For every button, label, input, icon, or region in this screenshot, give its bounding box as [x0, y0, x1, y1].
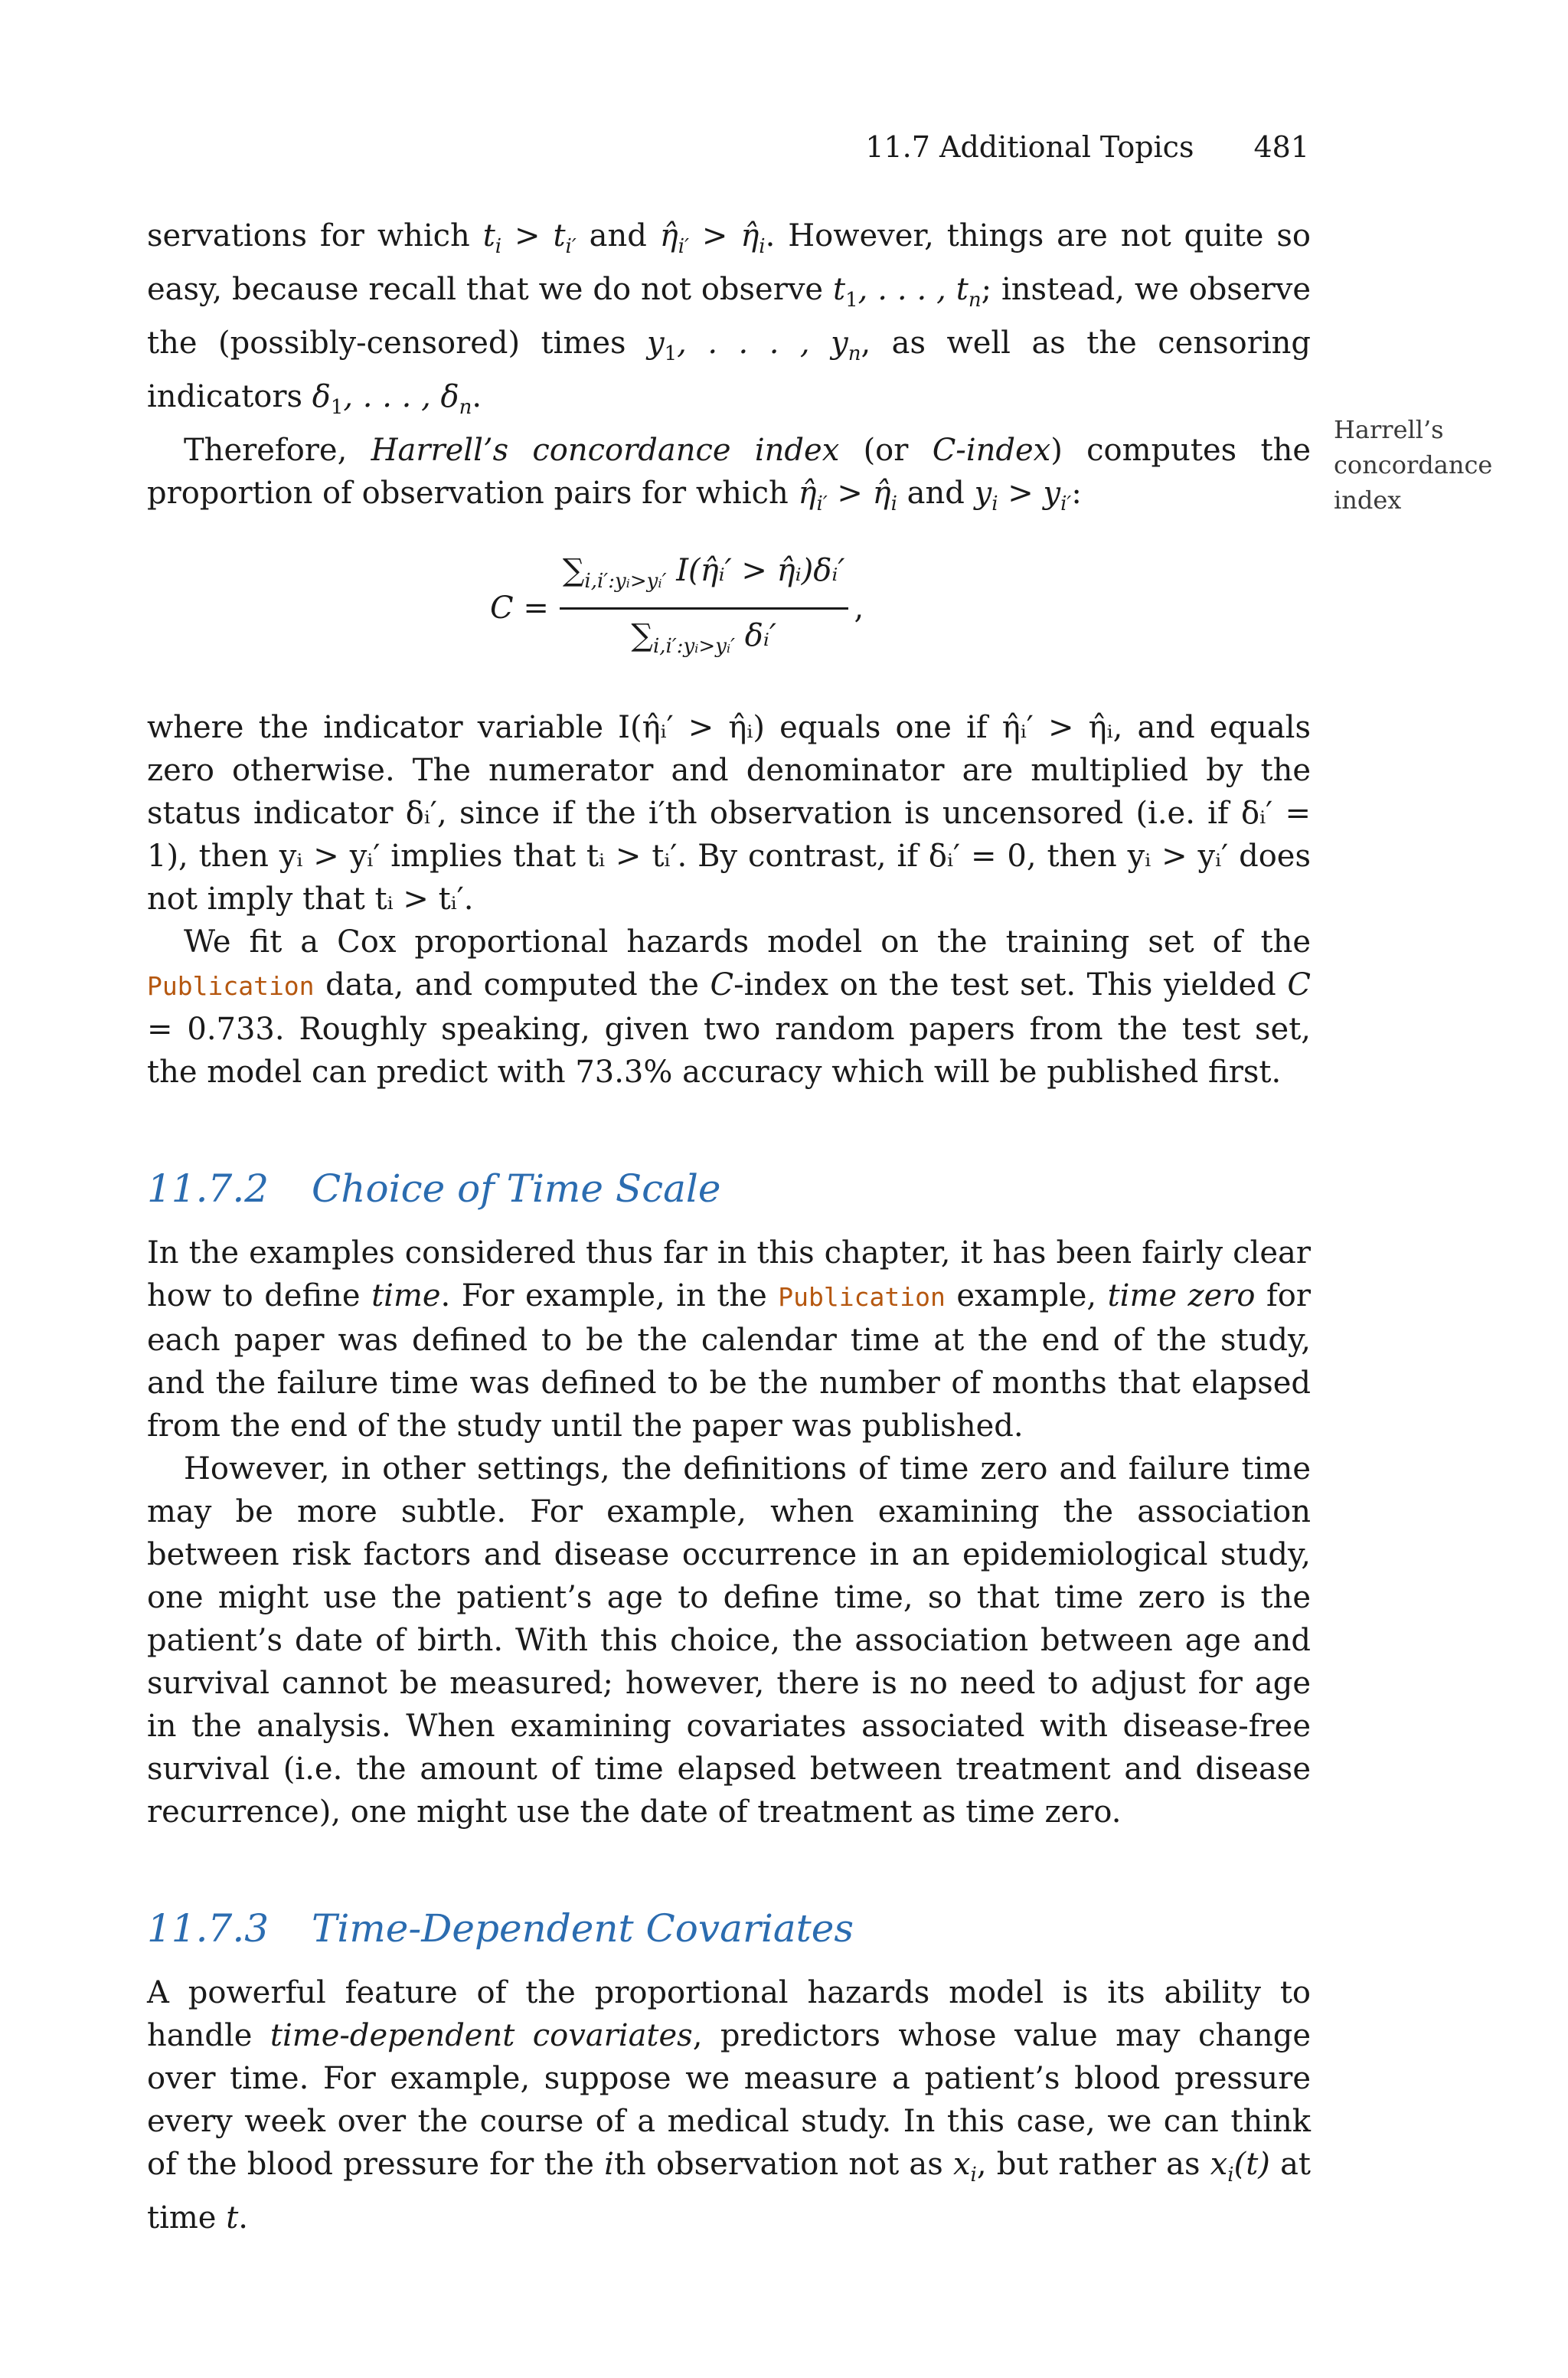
page-body: [147, 214, 1311, 2239]
paragraph-1: servations for which $t_i > t_{i'}$ and $\etâ_{i'}$ > $\etâ_i$. However, things are not quite so easy, because recall that we do not observe $t_1$, . . . , $t_n$; instead, we observe the (possibly-censored) times $y_1$, . . . , $y_n$, as well as the censoring indicators $\delta_1$, . . . , $\delta_n$.: [147, 218, 1312, 419]
paragraph-3: where the indicator variable I(η̂ᵢ′ > η̂ᵢ) equals one if η̂ᵢ′ > η̂ᵢ, and equals zero otherwise. The numerator and denominator are multiplied by the status indicator δᵢ′, since if the i′th observation is uncensored (i.e. if δᵢ′ = 1), then yᵢ > yᵢ′ implies that tᵢ > tᵢ′. By contrast, if δᵢ′ = 0, then yᵢ > yᵢ′ does not imply that tᵢ > tᵢ′.: [147, 710, 1311, 917]
section-heading-11-7-3: 11.7.3 Time-Dependent Covariates: [147, 1906, 854, 1951]
margin-note: Harrell’s concordance index: [1334, 415, 1493, 515]
paragraph-6: However, in other settings, the definitions of time zero and failure time may be more subtle. For example, when examining the association between risk factors and disease occurrence in an epidemiological study, one might use the patient’s age to define time, so that time zero is the patient’s date of birth. With this choice, the association between age and survival cannot be measured; however, there is no need to adjust for age in the analysis. When examining covariates associated with disease-free survival (i.e. the amount of time elapsed between treatment and disease recurrence), one might use the date of treatment as time zero.: [147, 1451, 1311, 1830]
equation-lhs: C =: [490, 590, 549, 626]
paragraph-5: In the examples considered thus far in this chapter, it has been fairly clear how to define time. For example, in the Publication example, time zero for each paper was defined to be the calendar time at the end of the study, and the failure time was defined to be the number of months that elapsed from the end of the study until the paper was published.: [147, 1235, 1312, 1444]
section-heading-11-7-2: 11.7.2 Choice of Time Scale: [147, 1166, 721, 1211]
code-publication: Publication: [147, 971, 315, 1001]
equation-fraction: [560, 549, 848, 668]
term-harrells-concordance-index: Harrell’s concordance index: [371, 433, 840, 468]
running-header: [865, 129, 1309, 165]
paragraph-4: We fit a Cox proportional hazards model on the training set of the Publication data, and computed the C-index on the test set. This yielded C = 0.733. Roughly speaking, given two random papers from the test set, the model can predict with 73.3% accuracy which will be published first.: [147, 924, 1311, 1090]
c-index-equation: C = $\frac{\sum_{i,i':yᵢ>yᵢ'} I(\etâᵢ' > \etâᵢ)\delta ᵢ'}{\sum_{i,i':yᵢ>yᵢ'} \delta ᵢ'}$ ,: [147, 539, 1311, 677]
fraction-bar: [560, 607, 848, 610]
paragraph-7: A powerful feature of the proportional hazards model is its ability to handle time-dependent covariates, predictors whose value may change over time. For example, suppose we measure a patient’s blood pressure every week over the course of a medical study. In this case, we can think of the blood pressure for the ith observation not as $x_i$, but rather as $x_i(t)$ at time t.: [147, 1975, 1312, 2236]
code-publication: Publication: [778, 1282, 946, 1312]
header-section-title: 11.7 Additional Topics: [865, 130, 1194, 164]
page-number: 481: [1253, 130, 1309, 164]
equation-denominator: $\sum_{i,i':yᵢ>yᵢ'}$ δᵢ′: [631, 617, 776, 658]
equation-numerator: $\sum_{i,i':yᵢ>yᵢ'}$ I(η̂ᵢ′ > η̂ᵢ)δᵢ′: [562, 552, 845, 593]
paragraph-2: Therefore, Harrell’s concordance index (or C-index) computes the proportion of observation pairs for which $\etâ_{i'}$ > $\etâ_i$ and $y_i > y_{i'}$:: [147, 433, 1312, 515]
